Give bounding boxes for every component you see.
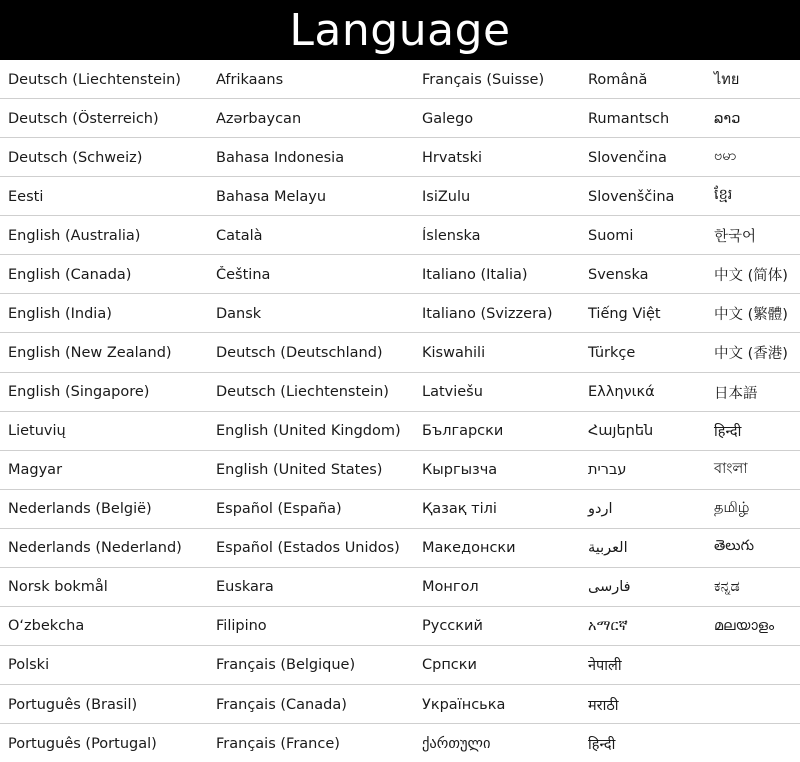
- language-option[interactable]: አማርኛ: [588, 618, 628, 635]
- language-option[interactable]: Français (Canada): [216, 696, 347, 713]
- language-option[interactable]: Kiswahili: [422, 344, 486, 361]
- language-option[interactable]: O‘zbekcha: [8, 618, 85, 635]
- language-option[interactable]: తెలుగు: [714, 538, 755, 555]
- language-option[interactable]: עברית: [588, 462, 627, 479]
- language-option[interactable]: 한국어: [714, 229, 757, 246]
- language-option[interactable]: Nederlands (Nederland): [8, 540, 182, 557]
- language-option[interactable]: Afrikaans: [216, 71, 284, 88]
- language-option[interactable]: Français (Suisse): [422, 71, 545, 88]
- language-option[interactable]: Azərbaycan: [216, 110, 302, 127]
- language-option[interactable]: Русский: [422, 618, 483, 635]
- language-option[interactable]: Português (Portugal): [8, 735, 157, 752]
- language-row: [0, 333, 800, 372]
- language-option[interactable]: Bahasa Indonesia: [216, 149, 345, 166]
- language-option[interactable]: Slovenščina: [588, 188, 675, 205]
- language-row: [0, 177, 800, 216]
- language-option[interactable]: Македонски: [422, 540, 516, 557]
- language-option[interactable]: Deutsch (Schweiz): [8, 149, 143, 166]
- language-option[interactable]: [712, 664, 800, 665]
- language-option[interactable]: English (Canada): [8, 266, 132, 283]
- language-option[interactable]: বাংলা: [714, 461, 748, 478]
- language-option[interactable]: English (Australia): [8, 227, 141, 244]
- language-option[interactable]: தமிழ்: [714, 500, 750, 517]
- language-row: [0, 373, 800, 412]
- language-option[interactable]: ဗမာ: [714, 148, 737, 165]
- language-option[interactable]: ไทย: [714, 72, 740, 89]
- language-option[interactable]: Hrvatski: [422, 149, 482, 166]
- language-option[interactable]: Deutsch (Österreich): [8, 110, 159, 127]
- language-option[interactable]: 中文 (繁體): [714, 307, 788, 324]
- language-option[interactable]: العربية: [588, 540, 628, 557]
- language-row: [0, 724, 800, 762]
- language-option[interactable]: Українська: [422, 696, 506, 713]
- language-option[interactable]: Deutsch (Deutschland): [216, 344, 383, 361]
- language-option[interactable]: Suomi: [588, 227, 634, 244]
- language-option[interactable]: English (United Kingdom): [216, 423, 401, 440]
- page-title: Language: [0, 0, 800, 60]
- language-option[interactable]: Български: [422, 423, 504, 440]
- language-option[interactable]: English (Singapore): [8, 384, 150, 401]
- language-row: [0, 685, 800, 724]
- language-option[interactable]: [712, 704, 800, 705]
- language-option[interactable]: Íslenska: [422, 227, 481, 244]
- language-option[interactable]: Nederlands (België): [8, 501, 152, 518]
- language-option[interactable]: Português (Brasil): [8, 696, 138, 713]
- language-option[interactable]: Română: [588, 71, 648, 88]
- language-option[interactable]: Ελληνικά: [588, 384, 655, 401]
- language-option[interactable]: 日本語: [714, 385, 758, 402]
- language-option[interactable]: English (New Zealand): [8, 344, 172, 361]
- language-option[interactable]: Español (España): [216, 501, 342, 518]
- language-option[interactable]: ລາວ: [714, 110, 741, 127]
- language-option[interactable]: हिन्दी: [714, 424, 742, 441]
- language-option[interactable]: 中文 (简体): [714, 268, 788, 285]
- language-row: [0, 99, 800, 138]
- language-option[interactable]: Қазақ тілі: [422, 501, 497, 518]
- language-option[interactable]: Српски: [422, 657, 477, 674]
- language-option[interactable]: Монгол: [422, 579, 479, 596]
- language-option[interactable]: Հայերեն: [588, 423, 654, 440]
- language-option[interactable]: Slovenčina: [588, 149, 667, 166]
- language-option[interactable]: Dansk: [216, 305, 262, 322]
- language-option[interactable]: Bahasa Melayu: [216, 188, 327, 205]
- language-option[interactable]: മലയാളം: [714, 618, 775, 635]
- language-option[interactable]: Svenska: [588, 266, 649, 283]
- language-option[interactable]: ქართული: [422, 735, 491, 752]
- language-option[interactable]: Euskara: [216, 579, 274, 596]
- language-option[interactable]: 中文 (香港): [714, 346, 788, 363]
- language-row: [0, 412, 800, 451]
- language-option[interactable]: मराठी: [588, 697, 619, 714]
- language-option[interactable]: Español (Estados Unidos): [216, 540, 400, 557]
- language-option[interactable]: Latviešu: [422, 384, 483, 401]
- language-option[interactable]: [712, 743, 800, 744]
- language-option[interactable]: Türkçe: [588, 344, 636, 361]
- language-row: [0, 255, 800, 294]
- language-row: [0, 568, 800, 607]
- language-option[interactable]: Čeština: [216, 266, 271, 283]
- language-option[interactable]: IsiZulu: [422, 188, 471, 205]
- language-option[interactable]: नेपाली: [588, 658, 622, 675]
- language-option[interactable]: اردو: [588, 501, 613, 518]
- language-option[interactable]: English (India): [8, 305, 112, 322]
- language-option[interactable]: हिन्दी: [588, 736, 616, 753]
- language-option[interactable]: Deutsch (Liechtenstein): [8, 71, 181, 88]
- language-option[interactable]: Deutsch (Liechtenstein): [216, 384, 389, 401]
- language-option[interactable]: Eesti: [8, 188, 44, 205]
- language-table: [0, 60, 800, 762]
- language-option[interactable]: English (United States): [216, 462, 383, 479]
- language-row: [0, 646, 800, 685]
- language-option[interactable]: Filipino: [216, 618, 267, 635]
- language-option[interactable]: Català: [216, 227, 263, 244]
- language-row: [0, 451, 800, 490]
- language-option[interactable]: ខ្មែរ: [714, 187, 733, 204]
- language-option[interactable]: Magyar: [8, 462, 63, 479]
- language-row: [0, 216, 800, 255]
- language-option[interactable]: Français (Belgique): [216, 657, 356, 674]
- language-option[interactable]: Italiano (Svizzera): [422, 305, 553, 322]
- language-option[interactable]: فارسی: [588, 579, 631, 596]
- language-option[interactable]: Кыргызча: [422, 462, 498, 479]
- language-row: [0, 138, 800, 177]
- language-option[interactable]: Lietuvių: [8, 423, 66, 440]
- language-option[interactable]: ಕನ್ನಡ: [714, 579, 740, 596]
- language-option[interactable]: Italiano (Italia): [422, 266, 528, 283]
- language-option[interactable]: Tiếng Việt: [588, 305, 661, 322]
- language-option[interactable]: Norsk bokmål: [8, 579, 108, 596]
- language-row: [0, 490, 800, 529]
- language-option[interactable]: Français (France): [216, 735, 340, 752]
- language-option[interactable]: Galego: [422, 110, 474, 127]
- language-row: [0, 529, 800, 568]
- language-row: [0, 60, 800, 99]
- language-row: [0, 294, 800, 333]
- language-option[interactable]: Polski: [8, 657, 50, 674]
- language-row: [0, 607, 800, 646]
- language-option[interactable]: Rumantsch: [588, 110, 670, 127]
